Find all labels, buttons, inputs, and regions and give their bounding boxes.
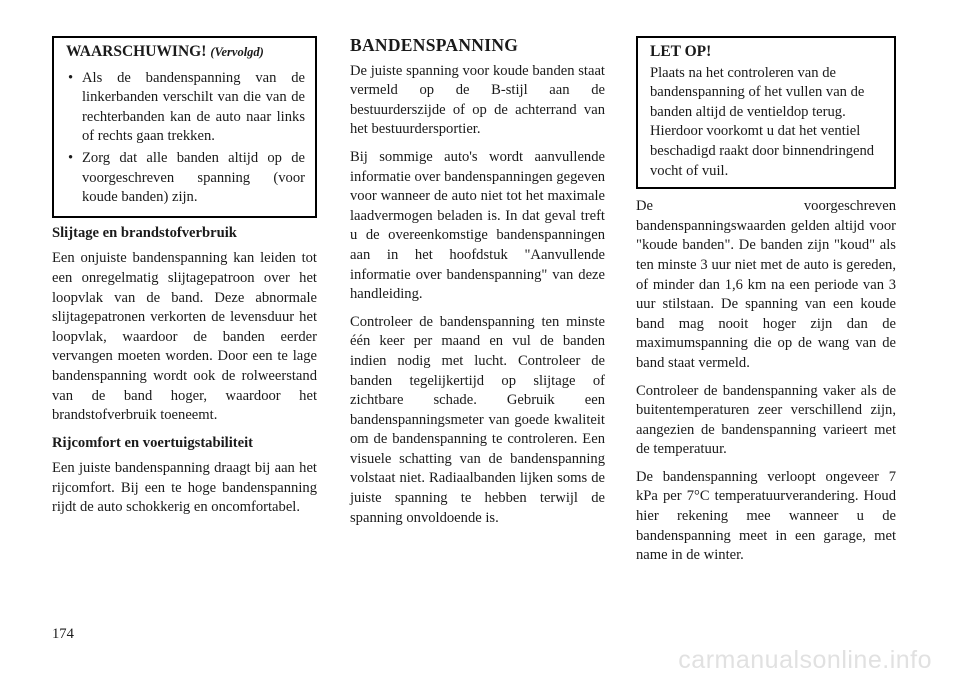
paragraph-wear: Een onjuiste bandenspanning kan leiden tot een onregelmatig slijtagepatroon over het loopvlak van de band. Deze abnormale slijtagepatronen verkorten de levensduur het loopvlak, waardoor de banden eerder vervangen moeten worden. Door een te lage bandenspanning wordt ook de rolweerstand van de band hoger, waardoor het brandstofverbruik toeneemt. [52,250,317,424]
column-middle [350,36,605,536]
page-number: 174 [52,626,74,642]
paragraph: De juiste spanning voor koude banden staat vermeld op de B-stijl aan de bestuurderszijde of op de achterrand van het bestuurdersportier. [350,62,605,138]
column-left [52,36,317,526]
section-heading-comfort: Rijcomfort en voertuigstabiliteit [52,434,254,451]
paragraph: De bandenspanning verloopt ongeveer 7 kPa per 7°C temperatuurverandering. Houd hier rekening mee wanneer u de bandenspanning meet in een garage, met name in de winter. [636,468,896,564]
paragraph: Bij sommige auto's wordt aanvullende informatie over bandenspanningen gegeven voor wanneer de auto niet tot het maximale laadvermogen beladen is. In dat geval treft u de overeenkomstige bandenspanningen aan in het hoofdstuk "Aanvullende informatie over bandenspanning" van deze handleiding. [350,148,605,303]
paragraph: De voorgeschreven bandenspanningswaarden gelden altijd voor "koude banden". De banden zijn "koud" als ten minste 3 uur niet met de auto is gereden, of minder dan 1,6 km na een periode van 3 uur stilstaan. De spanning van een koude band mag nooit hoger zijn dan de maximumspanning die op de wang van de band staat vermeld. [636,198,896,371]
warning-list [66,69,305,208]
continued-label: (Vervolgd) [210,45,264,59]
caution-title: LET OP! [650,43,712,60]
paragraph: Controleer de bandenspanning ten minste één keer per maand en vul de banden indien nodig met lucht. Controleer de banden tegelijkertijd op slijtage of zichtbare schade. Gebruik een bandenspanningsmeter van goede kwaliteit om de bandenspanning te controleren. Een visuele schatting van de bandenspanning volstaat niet. Radiaalbanden lijken soms de juiste spanning te hebben terwijl de spanning onvoldoende is. [350,313,605,526]
warning-title-line [66,42,305,63]
warning-bullet: • Als de bandenspanning van de linkerbanden verschilt van die van de rechterbanden kan de auto naar links of rechts gaan trekken. [66,69,305,147]
paragraph-comfort: Een juiste bandenspanning draagt bij aan het rijcomfort. Bij een te hoge bandenspanning rijdt de auto schokkerig en oncomfortabel. [52,460,317,516]
warning-bullet: • Zorg dat alle banden altijd op de voorgeschreven spanning (voor koude banden) zijn. [66,149,305,208]
watermark: carmanualsonline.info [678,646,932,674]
caution-box [636,36,896,189]
page-section-title: BANDENSPANNING [350,35,519,55]
caution-text: Plaats na het controleren van de bandenspanning of het vullen van de banden altijd de ventieldop terug. Hierdoor voorkomt u dat het ventiel beschadigd raakt door binnendringend vocht of vuil. [650,64,875,179]
warning-box [52,36,317,218]
section-heading-wear: Slijtage en brandstofverbruik [52,224,237,241]
paragraph: Controleer de bandenspanning vaker als de buitentemperaturen zeer verschillend zijn, aangezien de bandenspanning varieert met de temperatuur. [636,382,896,458]
warning-title: WAARSCHUWING! [66,43,207,60]
column-right [636,36,896,574]
